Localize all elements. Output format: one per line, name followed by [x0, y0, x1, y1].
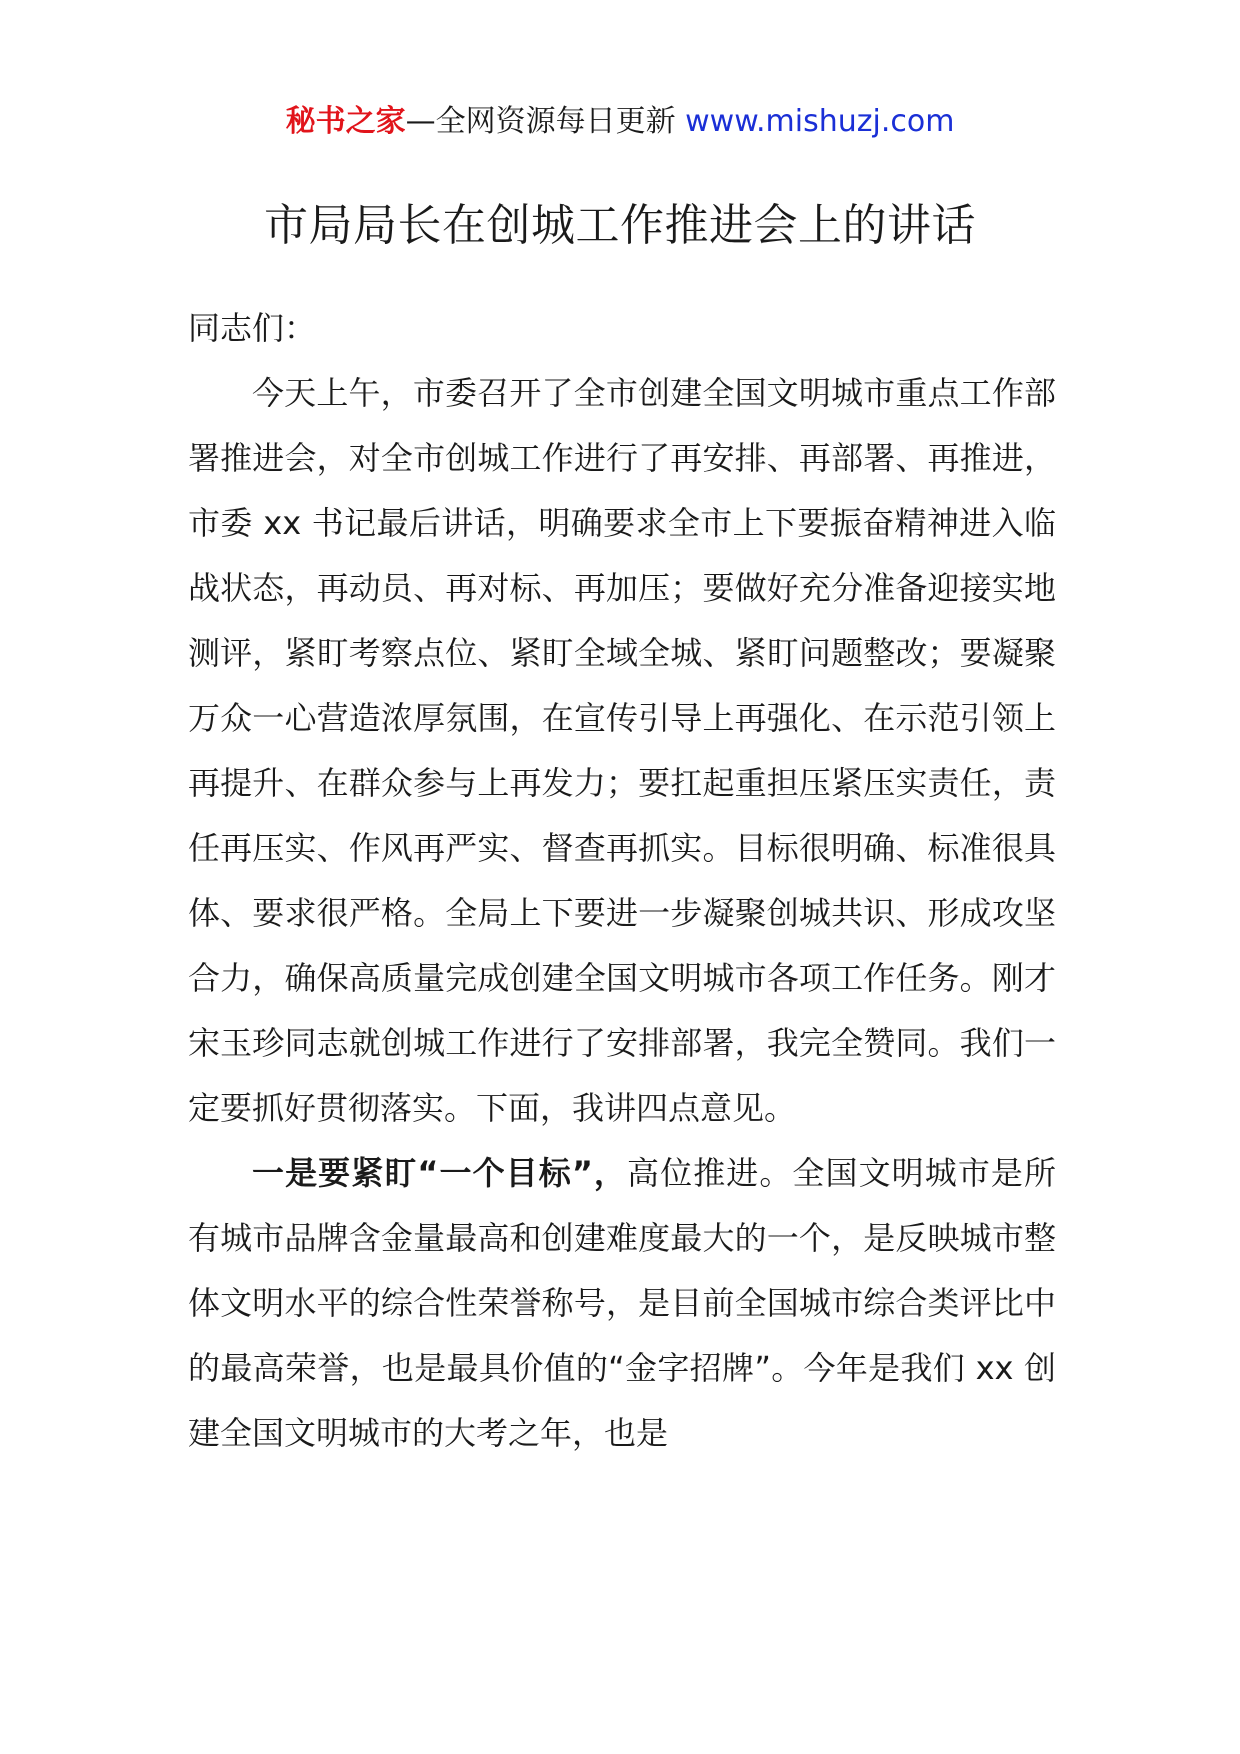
site-brand: 秘书之家 [285, 104, 406, 139]
paragraph-point-one-text: 高位推进。全国文明城市是所有城市品牌含金量最高和创建难度最大的一个，是反映城市整体文明水平的综合性荣誉称号，是目前全国城市综合类评比中的最高荣誉，也是最具价值的“金字招牌”。今年是我们 xx 创建全国文明城市的大考之年，也是 [188, 1154, 1056, 1452]
paragraph-point-one-lead: 一是要紧盯“一个目标”， [252, 1154, 628, 1192]
paragraph-intro: 今天上午，市委召开了全市创建全国文明城市重点工作部署推进会，对全市创城工作进行了再安排、再部署、再推进，市委 xx 书记最后讲话，明确要求全市上下要振奋精神进入临战状态，再动员、再对标、再加压；要做好充分准备迎接实地测评，紧盯考察点位、紧盯全域全城、紧盯问题整改；要凝聚万众一心营造浓厚氛围，在宣传引导上再强化、在示范引领上再提升、在群众参与上再发力；要扛起重担压紧压实责任，责任再压实、作风再严实、督查再抓实。目标很明确、标准很具体、要求很严格。全局上下要进一步凝聚创城共识、形成攻坚合力，确保高质量完成创建全国文明城市各项工作任务。刚才宋玉珍同志就创城工作进行了安排部署，我完全赞同。我们一定要抓好贯彻落实。下面，我讲四点意见。 [188, 374, 1056, 1127]
document-body [188, 296, 1056, 1466]
site-slogan: —全网资源每日更新 [405, 104, 686, 139]
site-header [0, 102, 1240, 142]
document-title: 市局局长在创城工作推进会上的讲话 [264, 200, 976, 251]
salutation: 同志们： [188, 309, 317, 347]
site-url[interactable]: www.mishuzj.com [685, 104, 955, 139]
paragraph-point-one [188, 1141, 1056, 1466]
